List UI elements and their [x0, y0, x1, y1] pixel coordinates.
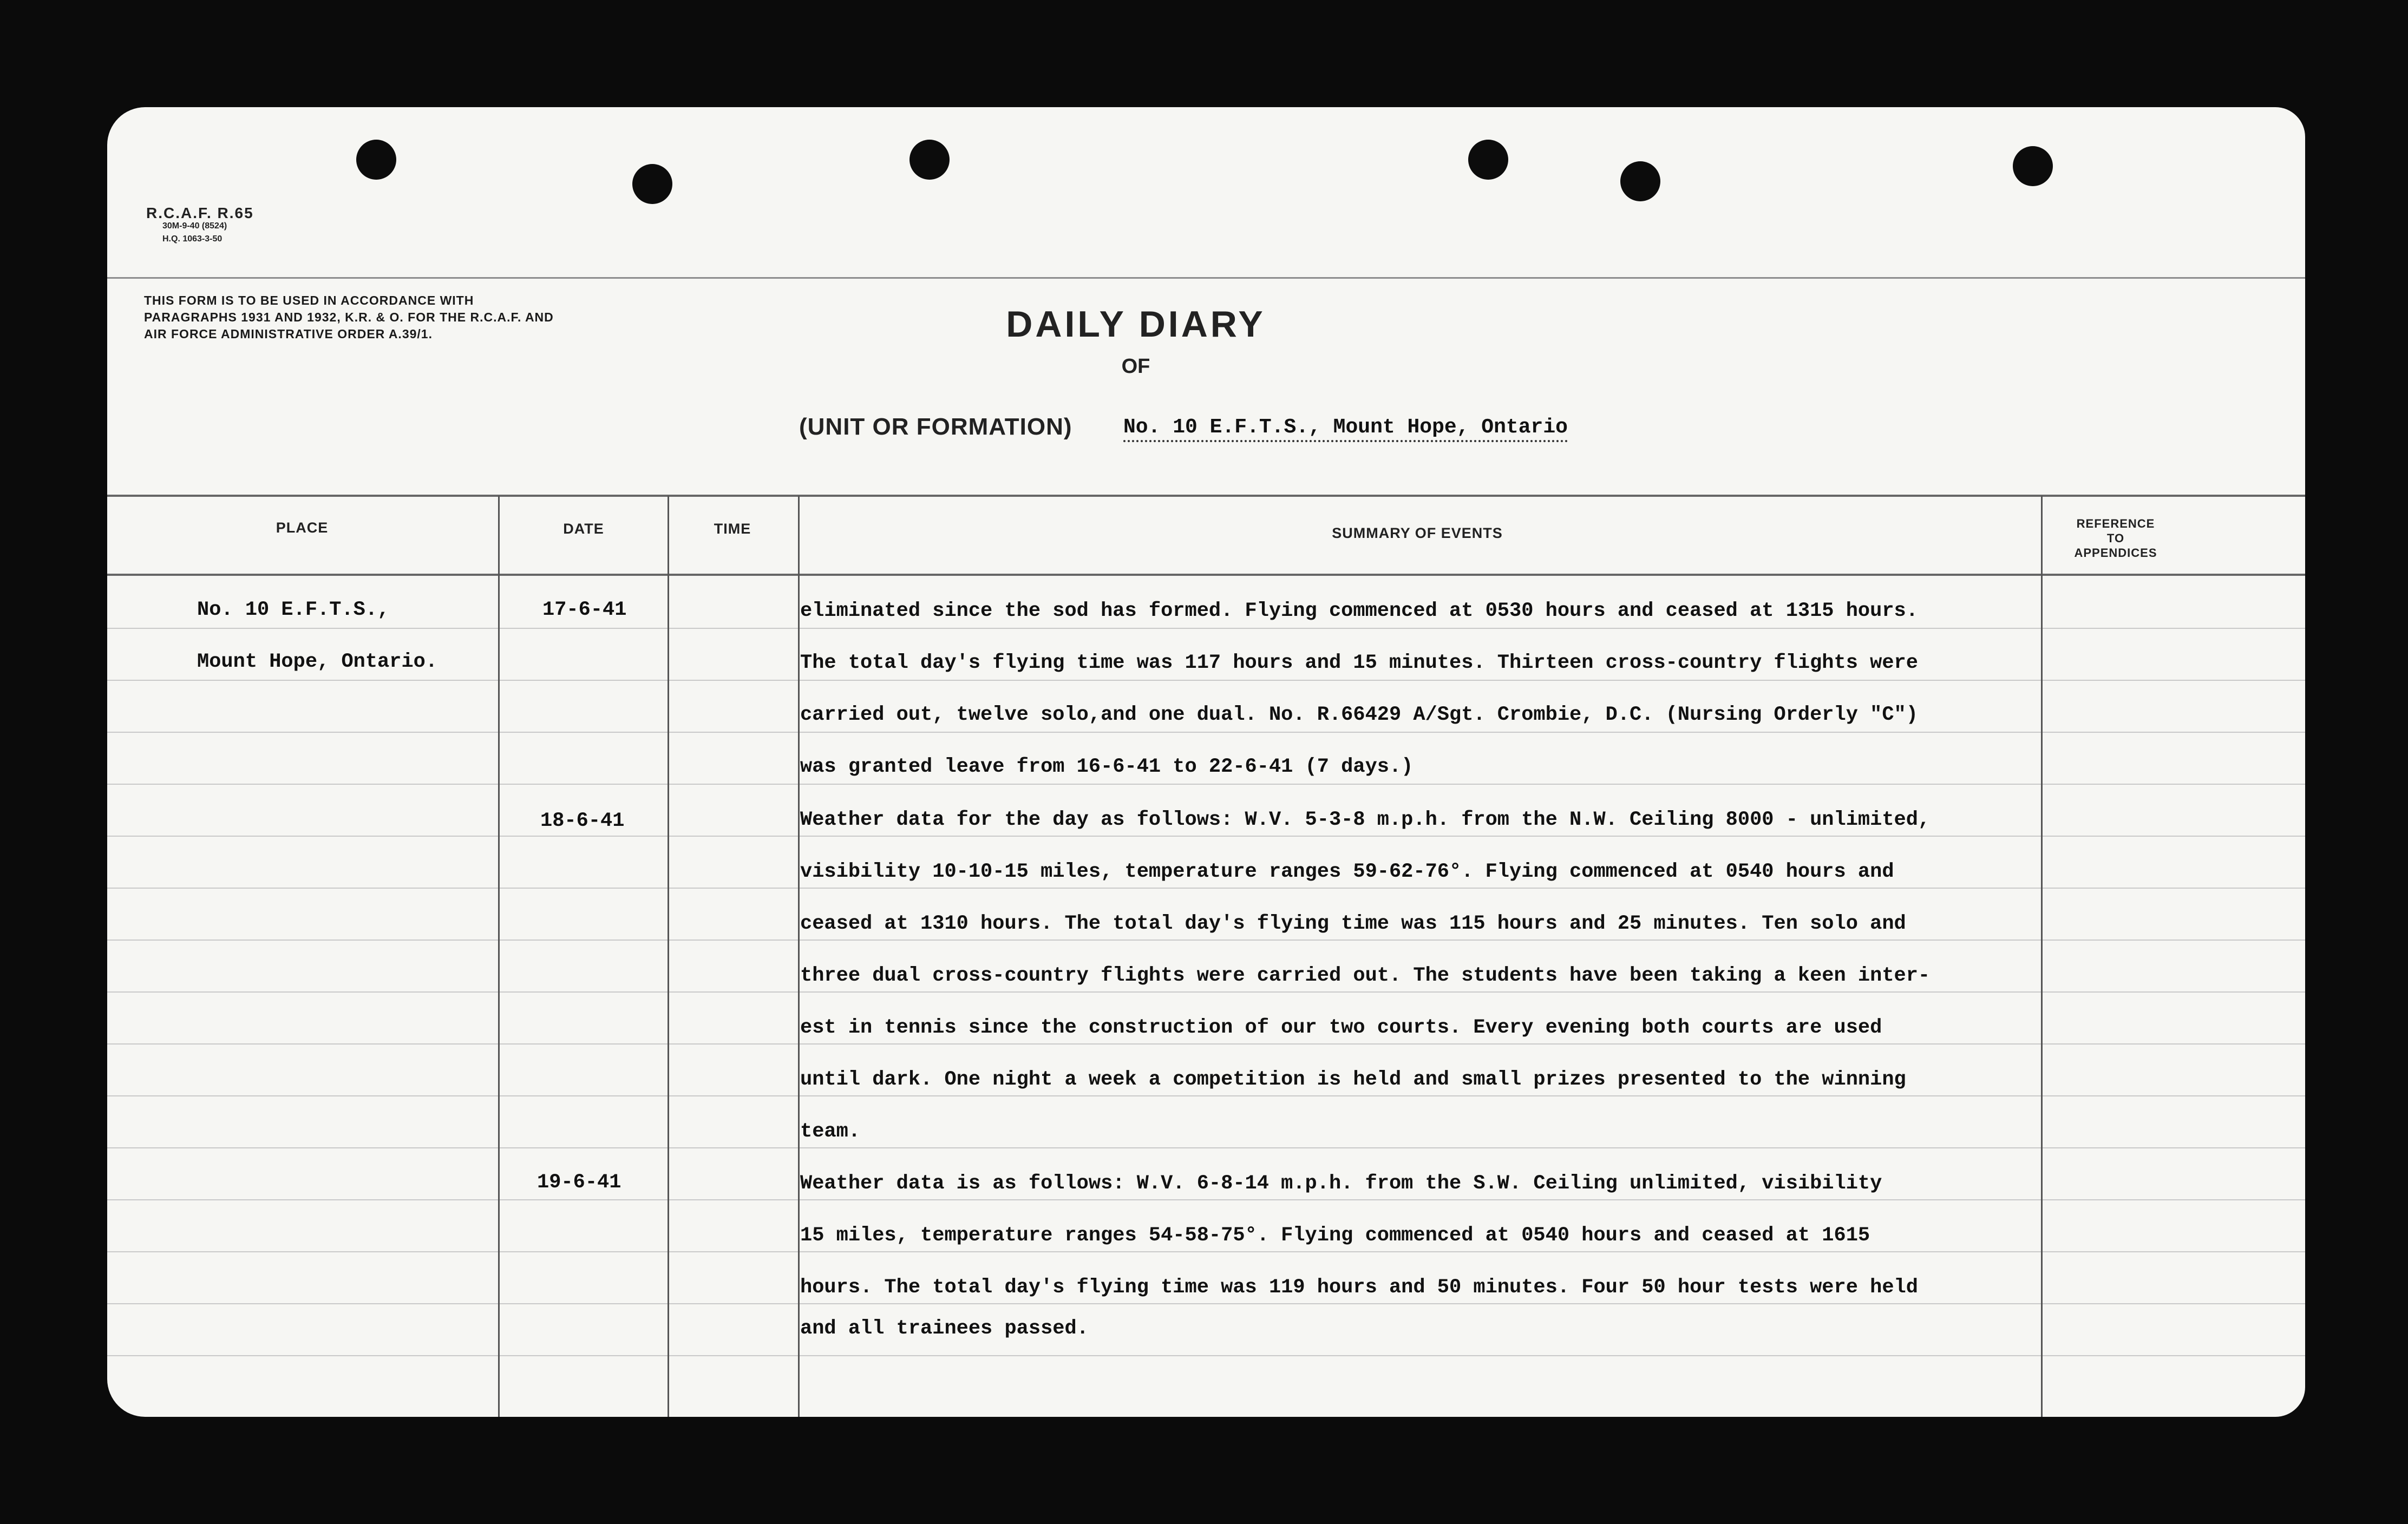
column-divider: [798, 496, 800, 1417]
summary-line: team.: [800, 1120, 861, 1143]
ruled-line: [107, 836, 2305, 837]
column-divider: [668, 496, 669, 1417]
summary-line: 15 miles, temperature ranges 54-58-75°. Flying commenced at 0540 hours and ceased at 1615: [800, 1224, 1870, 1247]
ruled-line: [107, 1199, 2305, 1200]
ruled-line: [107, 1095, 2305, 1096]
punch-hole: [1620, 161, 1660, 201]
punch-hole: [2013, 146, 2053, 186]
date-entry: 18-6-41: [540, 810, 625, 832]
punch-hole: [1468, 140, 1508, 180]
summary-line: The total day's flying time was 117 hours and 15 minutes. Thirteen cross-country flights were: [800, 652, 1918, 674]
form-instructions: THIS FORM IS TO BE USED IN ACCORDANCE WITH PARAGRAPHS 1931 AND 1932, K.R. & O. FOR THE R.C.A.F. AND AIR FORCE ADMINISTRATIVE ORDER A.39/1.: [144, 293, 554, 341]
column-header-summary: SUMMARY OF EVENTS: [1332, 525, 1503, 541]
ruled-line: [107, 1147, 2305, 1148]
diary-form-card: [107, 107, 2305, 1417]
summary-line: three dual cross-country flights were carried out. The students have been taking a keen inter-: [800, 964, 1931, 987]
column-header-date: DATE: [563, 521, 604, 537]
column-header-reference: [2051, 516, 2181, 560]
summary-line: ceased at 1310 hours. The total day's flying time was 115 hours and 25 minutes. Ten solo and: [800, 912, 1906, 935]
column-header-rule: [107, 574, 2305, 576]
unit-value: No. 10 E.F.T.S., Mount Hope, Ontario: [1123, 416, 1568, 442]
place-entry: No. 10 E.F.T.S.,: [197, 599, 390, 621]
date-entry: 19-6-41: [537, 1171, 621, 1194]
summary-line: was granted leave from 16-6-41 to 22-6-41 (7 days.): [800, 756, 1414, 778]
summary-line: Weather data is as follows: W.V. 6-8-14 m.p.h. from the S.W. Ceiling unlimited, visibility: [800, 1172, 1882, 1195]
summary-line: hours. The total day's flying time was 119 hours and 50 minutes. Four 50 hour tests were held: [800, 1276, 1918, 1299]
punch-hole: [909, 140, 950, 180]
summary-line: until dark. One night a week a competition is held and small prizes presented to the winning: [800, 1068, 1906, 1091]
ruled-line: [107, 940, 2305, 941]
unit-label: (UNIT OR FORMATION): [799, 413, 1072, 440]
place-entry: Mount Hope, Ontario.: [197, 651, 438, 673]
column-header-time: TIME: [714, 521, 751, 537]
ruled-line: [107, 784, 2305, 785]
date-entry: 17-6-41: [542, 599, 627, 621]
page-title: DAILY DIARY: [1006, 304, 1266, 345]
ruled-line: [107, 680, 2305, 681]
reference-header-line: REFERENCE: [2076, 517, 2155, 530]
ruled-line: [107, 1251, 2305, 1252]
header-rule: [107, 277, 2305, 279]
ruled-line: [107, 732, 2305, 733]
summary-line: est in tennis since the construction of our two courts. Every evening both courts are used: [800, 1016, 1882, 1039]
summary-line: carried out, twelve solo,and one dual. No. R.66429 A/Sgt. Crombie, D.C. (Nursing Orderly "C"): [800, 704, 1918, 726]
form-code: R.C.A.F. R.65: [146, 205, 254, 221]
form-print-line: H.Q. 1063-3-50: [162, 234, 223, 244]
column-header-place: PLACE: [276, 520, 329, 536]
title-of: OF: [1121, 355, 1150, 378]
summary-line: Weather data for the day as follows: W.V. 5-3-8 m.p.h. from the N.W. Ceiling 8000 - unlimited,: [800, 809, 1931, 831]
ruled-line: [107, 628, 2305, 629]
ruled-line: [107, 1355, 2305, 1356]
summary-line: eliminated since the sod has formed. Flying commenced at 0530 hours and ceased at 1315 hours.: [800, 600, 1918, 622]
reference-header-line: TO: [2106, 531, 2125, 545]
ruled-line: [107, 991, 2305, 993]
column-divider: [498, 496, 500, 1417]
summary-line: visibility 10-10-15 miles, temperature ranges 59-62-76°. Flying commenced at 0540 hours and: [800, 860, 1894, 883]
punch-hole: [632, 164, 672, 204]
column-divider: [2041, 496, 2043, 1417]
summary-line: and all trainees passed.: [800, 1317, 1089, 1340]
form-identifier: [146, 207, 254, 246]
ruled-line: [107, 888, 2305, 889]
form-print-line: 30M-9-40 (8524): [162, 221, 227, 231]
ruled-line: [107, 1043, 2305, 1045]
table-top-rule: [107, 495, 2305, 497]
punch-hole: [356, 140, 396, 180]
ruled-line: [107, 1303, 2305, 1304]
reference-header-line: APPENDICES: [2074, 546, 2157, 560]
